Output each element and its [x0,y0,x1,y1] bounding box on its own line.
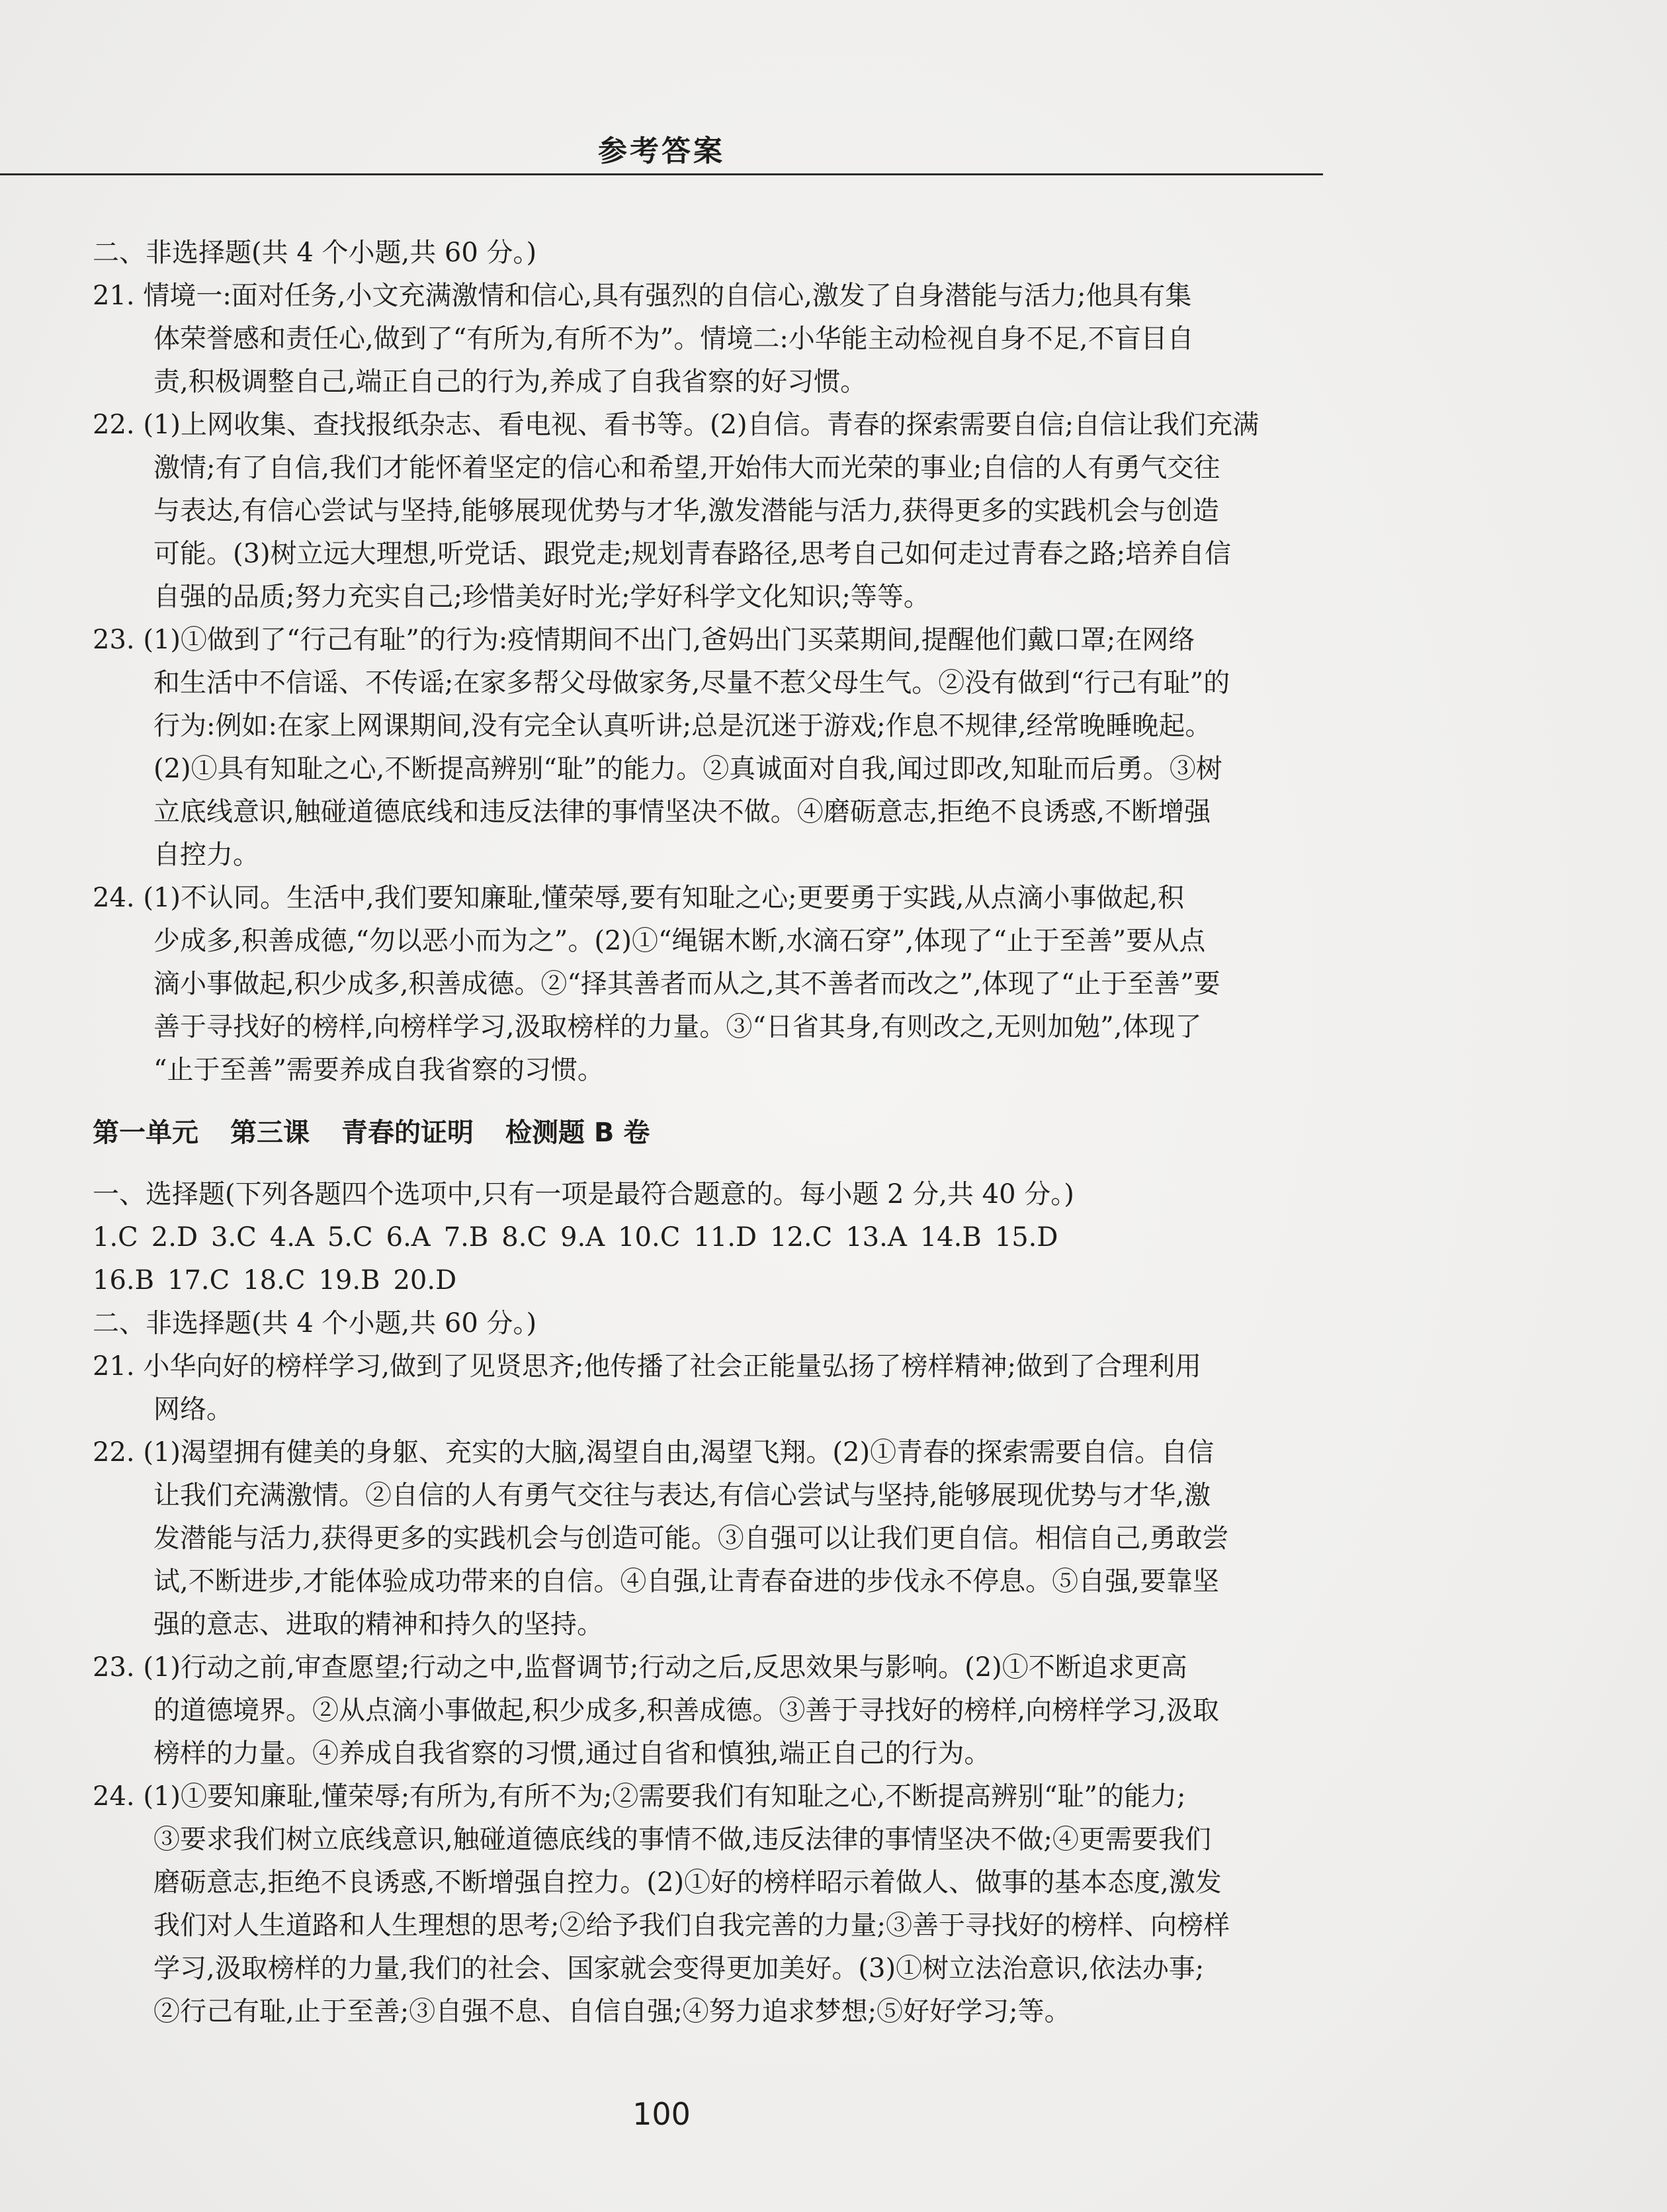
answer-line: 24. (1)不认同。生活中,我们要知廉耻,懂荣辱,要有知耻之心;更要勇于实践,从点滴小事做起,积 [93,883,1185,913]
choice-answer: 12.C [770,1222,833,1253]
answer-line: 22. (1)上网收集、查找报纸杂志、看电视、看书等。(2)自信。青春的探索需要自信;自信让我们充满 [93,410,1260,440]
choice-answer: 4.A [269,1222,314,1253]
answer-line: 行为:例如:在家上网课期间,没有完全认真听讲;总是沉迷于游戏;作息不规律,经常晚睡晚起。 [153,711,1212,741]
answer-line: 自控力。 [153,840,259,870]
answer-line: (2)①具有知耻之心,不断提高辨别“耻”的能力。②真诚面对自我,闻过即改,知耻而后勇。③树 [153,754,1222,784]
question-24 [93,1775,1323,2033]
choice-answer: 1.C [93,1222,138,1253]
choice-answer: 18.C [243,1265,306,1296]
choice-answer: 13.A [845,1222,907,1253]
question-23 [93,619,1323,877]
choice-answer: 16.B [93,1265,155,1296]
section-title [93,1112,1323,1155]
answer-line: 少成多,积善成德,“勿以恶小而为之”。(2)①“绳锯木断,水滴石穿”,体现了“止于至善”要从点 [153,926,1206,956]
choice-answer: 6.A [386,1222,431,1253]
answer-line: ③要求我们树立底线意识,触碰道德底线的事情不做,违反法律的事情坚决不做;④更需要我们 [153,1824,1211,1855]
section-test: 检测题 B 卷 [505,1118,650,1148]
answer-line: 21. 情境一:面对任务,小文充满激情和信心,具有强烈的自信心,激发了自身潜能与活力;他具有集 [93,281,1192,311]
choice-heading: 一、选择题(下列各题四个选项中,只有一项是最符合题意的。每小题 2 分,共 40 分。) [93,1179,1074,1210]
answer-line: ②行己有耻,止于至善;③自强不息、自信自强;④努力追求梦想;⑤好好学习;等。 [153,1996,1071,2027]
answer-line: 发潜能与活力,获得更多的实践机会与创造可能。③自强可以让我们更自信。相信自己,勇敢尝 [153,1523,1229,1554]
answer-content [93,232,1323,2033]
answer-line: 强的意志、进取的精神和持久的坚持。 [153,1609,603,1640]
page-number: 100 [632,2096,691,2132]
answer-line: 与表达,有信心尝试与坚持,能够展现优势与才华,激发潜能与活力,获得更多的实践机会与创造 [153,496,1219,526]
choice-answer: 5.C [327,1222,373,1253]
choice-answer: 2.D [151,1222,198,1253]
choice-answer: 9.A [560,1222,605,1253]
nonchoice-heading: 二、非选择题(共 4 个小题,共 60 分。) [93,1308,537,1339]
answer-line: “止于至善”需要养成自我省察的习惯。 [153,1055,604,1085]
answer-line: 滴小事做起,积少成多,积善成德。②“择其善者而从之,其不善者而改之”,体现了“止于至善”要 [153,969,1220,999]
choice-answer: 15.D [994,1222,1058,1253]
question-21 [93,275,1323,404]
answer-line: 自强的品质;努力充实自己;珍惜美好时光;学好科学文化知识;等等。 [153,582,930,612]
choice-answer: 14.B [919,1222,982,1253]
choice-answer: 17.C [167,1265,230,1296]
question-22 [93,1431,1323,1646]
question-24 [93,877,1323,1092]
section-lesson: 第三课 [230,1118,310,1148]
choice-answer: 11.D [693,1222,757,1253]
answer-line: 学习,汲取榜样的力量,我们的社会、国家就会变得更加美好。(3)①树立法治意识,依法办事; [153,1953,1205,1984]
answer-line: 榜样的力量。④养成自我省察的习惯,通过自省和慎独,端正自己的行为。 [153,1738,991,1769]
answer-line: 21. 小华向好的榜样学习,做到了见贤思齐;他传播了社会正能量弘扬了榜样精神;做到了合理利用 [93,1351,1201,1382]
choice-answers-row [93,1216,1323,1259]
answer-line: 体荣誉感和责任心,做到了“有所为,有所不为”。情境二:小华能主动检视自身不足,不盲目自 [153,324,1194,354]
answer-line: 22. (1)渴望拥有健美的身躯、充实的大脑,渴望自由,渴望飞翔。(2)①青春的探索需要自信。自信 [93,1437,1215,1468]
choice-answer: 20.D [393,1265,457,1296]
answer-line: 责,积极调整自己,端正自己的行为,养成了自我省察的好习惯。 [153,367,867,397]
answer-line: 24. (1)①要知廉耻,懂荣辱;有所为,有所不为;②需要我们有知耻之心,不断提高辨别“耻”的能力; [93,1781,1186,1812]
answer-line: 可能。(3)树立远大理想,听党话、跟党走;规划青春路径,思考自己如何走过青春之路;培养自信 [153,539,1232,569]
answer-line: 善于寻找好的榜样,向榜样学习,汲取榜样的力量。③“日省其身,有则改之,无则加勉”,体现了 [153,1012,1202,1042]
choice-answer: 10.C [618,1222,681,1253]
question-23 [93,1646,1323,1775]
choice-answer: 19.B [318,1265,380,1296]
choice-answer: 8.C [501,1222,548,1253]
section-unit: 第一单元 [93,1118,198,1148]
question-22 [93,404,1323,619]
answer-line: 网络。 [153,1394,233,1425]
answer-line: 磨砺意志,拒绝不良诱惑,不断增强自控力。(2)①好的榜样昭示着做人、做事的基本态度,激发 [153,1867,1222,1898]
answer-line: 试,不断进步,才能体验成功带来的自信。④自强,让青春奋进的步伐永不停息。⑤自强,要靠坚 [153,1566,1219,1597]
header-divider [0,173,1323,175]
answer-line: 和生活中不信谣、不传谣;在家多帮父母做家务,尽量不惹父母生气。②没有做到“行己有耻”的 [153,668,1230,698]
section-topic: 青春的证明 [341,1118,474,1148]
answer-line: 激情;有了自信,我们才能怀着坚定的信心和希望,开始伟大而光荣的事业;自信的人有勇气交往 [153,453,1220,483]
answer-line: 23. (1)行动之前,审查愿望;行动之中,监督调节;行动之后,反思效果与影响。(2)①不断追求更高 [93,1652,1187,1683]
answer-line: 23. (1)①做到了“行己有耻”的行为:疫情期间不出门,爸妈出门买菜期间,提醒他们戴口罩;在网络 [93,625,1195,655]
nonchoice-heading: 二、非选择题(共 4 个小题,共 60 分。) [93,238,537,268]
page-header-title: 参考答案 [598,134,725,168]
answer-line: 让我们充满激情。②自信的人有勇气交往与表达,有信心尝试与坚持,能够展现优势与才华,激 [153,1480,1211,1511]
question-21 [93,1345,1323,1431]
answer-line: 我们对人生道路和人生理想的思考;②给予我们自我完善的力量;③善于寻找好的榜样、向榜样 [153,1910,1230,1941]
choice-answer: 3.C [211,1222,257,1253]
answer-line: 立底线意识,触碰道德底线和违反法律的事情坚决不做。④磨砺意志,拒绝不良诱惑,不断增强 [153,797,1211,827]
choice-answer: 7.B [443,1222,489,1253]
answer-line: 的道德境界。②从点滴小事做起,积少成多,积善成德。③善于寻找好的榜样,向榜样学习,汲取 [153,1695,1219,1726]
choice-answers-row [93,1259,1323,1302]
